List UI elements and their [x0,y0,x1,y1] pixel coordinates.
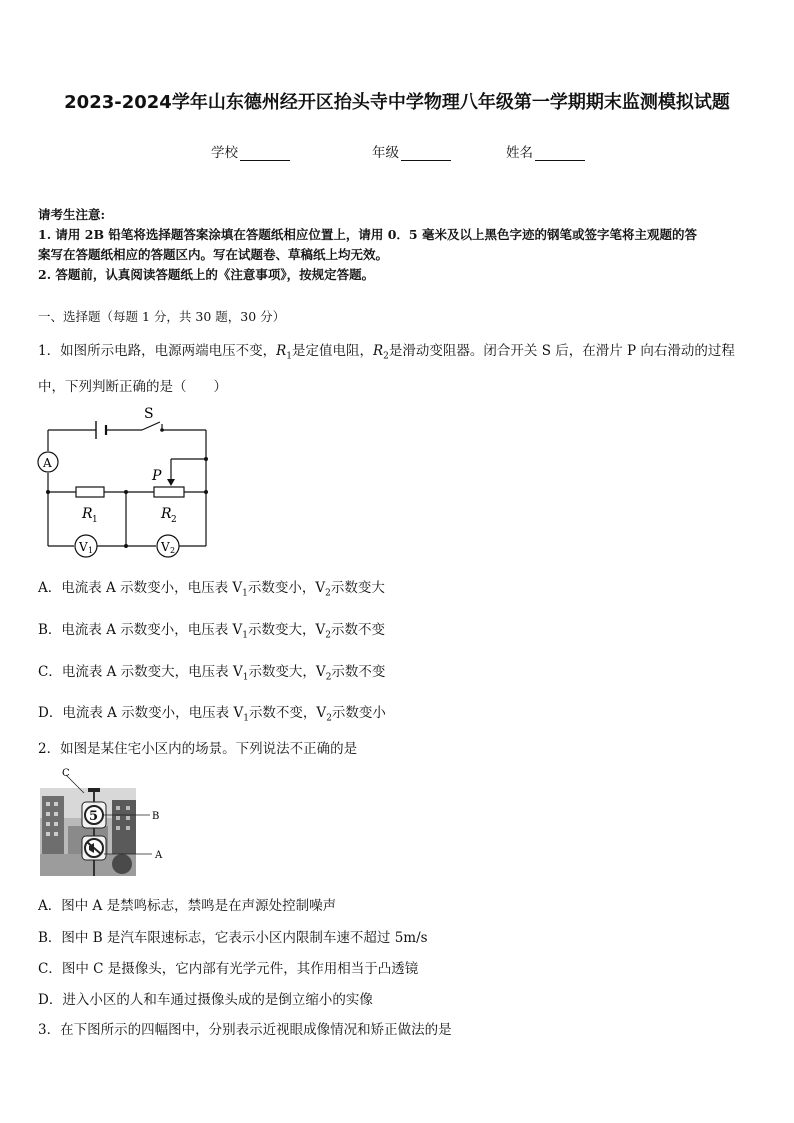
q1-option-c-pre: C．电流表 A 示数变大，电压表 V [38,664,243,680]
v1-label: V [79,540,88,554]
notice-line-1a: 1. 请用 2B 铅笔将选择题答案涂填在答题纸相应位置上，请用 0．5 毫米及以上黑色字迹的钢笔或签字笔将主观题的答 [38,227,697,242]
q1-option-a-post: 示数变大 [330,580,385,596]
resistor-r2 [154,487,184,497]
q1-option-c-mid: 示数变大，V [248,664,326,680]
q1-option-c-post: 示数不变 [331,664,386,680]
r2-sub-label: 2 [171,515,177,525]
v2-sub: 2 [325,588,331,599]
r2-label: R [161,506,172,522]
q1-option-d[interactable] [38,701,386,724]
q1-option-b[interactable] [38,618,385,641]
notice-line-2: 2. 答题前，认真阅读答题纸上的《注意事项》，按规定答题。 [38,267,375,282]
q1-option-d-pre: D．电流表 A 示数变小，电压表 V [38,705,244,721]
q1-option-b-post: 示数不变 [331,622,386,638]
v1-sub-label: 1 [88,546,94,555]
q2-option-c[interactable]: C．图中 C 是摄像头，它内部有光学元件，其作用相当于凸透镜 [38,961,419,977]
notice-line-1b: 案写在答题纸相应的答题区内。写在试题卷、草稿纸上均无效。 [38,247,389,262]
r1-sub-label: 1 [92,515,98,525]
v2-label: V [161,540,170,554]
camera-c [88,788,100,792]
v2-sub: 2 [326,713,332,724]
ammeter-label: A [43,456,52,470]
slider-label: P [152,468,162,484]
q1-r2: R [373,343,384,359]
q1-stem-line1 [38,339,735,362]
q2-stem: 2．如图是某住宅小区内的场景。下列说法不正确的是 [38,741,358,757]
slider-arrowhead [167,479,175,486]
q2-option-b[interactable]: B．图中 B 是汽车限速标志，它表示小区内限制车速不超过 5m/s [38,930,428,946]
notice-heading: 请考生注意: [38,207,106,222]
switch-blade [142,422,160,430]
q1-r1-sub: 1 [286,351,292,362]
name-blank[interactable] [535,146,585,161]
v1-sub: 1 [242,588,248,599]
name-field[interactable] [506,141,585,161]
q1-r1: R [276,343,287,359]
q1-option-a-pre: A．电流表 A 示数变小，电压表 V [38,580,243,596]
v2-sub-label: 2 [170,546,176,555]
q1-option-d-post: 示数变小 [331,705,386,721]
switch-label: S [144,406,154,422]
page-title: 2023-2024学年山东德州经开区抬头寺中学物理八年级第一学期期末监测模拟试题 [64,92,730,113]
q1-stem-line2: 中，下列判断正确的是（ ） [38,379,227,395]
r1-label: R [82,506,93,522]
v1-sub: 1 [243,713,249,724]
q1-option-b-mid: 示数变大，V [248,622,326,638]
q1-option-b-pre: B．电流表 A 示数变小，电压表 V [38,622,243,638]
v1-sub: 1 [242,672,249,683]
label-c: C [62,768,70,779]
school-label: 学校 [211,145,238,161]
v2-sub: 2 [325,672,332,683]
q2-scene-photo [38,766,168,878]
q1-stem-c: 是滑动变阻器。闭合开关 S 后，在滑片 P 向右滑动的过程 [388,343,735,359]
speed-limit-value: 5 [89,809,99,824]
name-label: 姓名 [506,145,533,161]
q2-option-a[interactable]: A．图中 A 是禁鸣标志，禁鸣是在声源处控制噪声 [38,898,337,914]
q1-option-d-mid: 示数不变，V [248,705,327,721]
grade-blank[interactable] [401,146,451,161]
q1-circuit-diagram [34,404,224,560]
q2-option-d[interactable]: D．进入小区的人和车通过摄像头成的是倒立缩小的实像 [38,992,373,1008]
label-a: A [155,850,163,861]
section-heading: 一、选择题（每题 1 分，共 30 题，30 分） [38,309,286,324]
school-blank[interactable] [240,146,290,161]
q1-option-a-mid: 示数变小，V [247,580,326,596]
q1-stem-a: 1．如图所示电路，电源两端电压不变， [38,343,277,359]
q1-option-c[interactable] [38,660,385,683]
grade-label: 年级 [372,145,399,161]
resistor-r1 [76,487,104,497]
grade-field[interactable] [372,141,451,161]
q1-option-a[interactable] [38,576,385,599]
q1-r2-sub: 2 [383,351,389,362]
label-b: B [152,811,160,822]
switch-contact [160,428,164,432]
v1-sub: 1 [242,630,249,641]
q1-stem-b: 是定值电阻， [292,343,373,359]
school-field[interactable] [211,141,290,161]
q3-stem: 3．在下图所示的四幅图中，分别表示近视眼成像情况和矫正做法的是 [38,1022,452,1038]
v2-sub: 2 [325,630,332,641]
